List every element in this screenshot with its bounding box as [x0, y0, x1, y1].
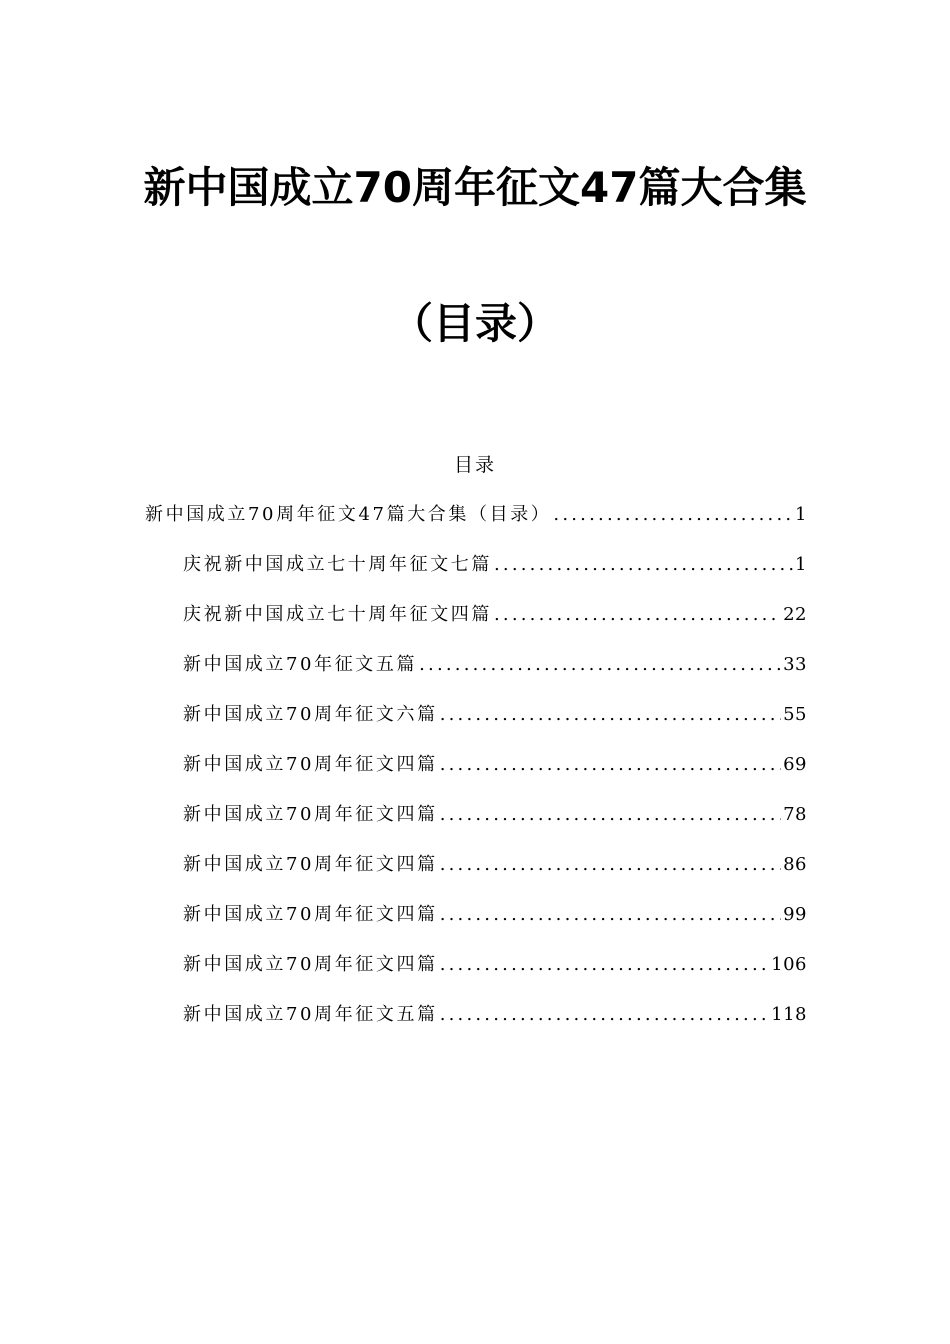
toc-entry-label: 新中国成立70年征文五篇	[183, 654, 418, 675]
toc-entry-page-number: 1	[795, 554, 807, 575]
toc-dot-leader	[494, 600, 781, 630]
toc-entry-page-number: 33	[783, 654, 807, 675]
toc-entry[interactable]	[145, 650, 807, 700]
toc-dot-leader	[553, 500, 793, 530]
toc-entry-page-number: 86	[783, 854, 807, 875]
toc-dot-leader	[440, 800, 781, 830]
toc-entry-label: 新中国成立70周年征文四篇	[183, 754, 438, 775]
toc-entry-page-number: 69	[783, 754, 807, 775]
toc-entry-page-number: 22	[783, 604, 807, 625]
toc-dot-leader	[440, 750, 781, 780]
toc-entry[interactable]	[145, 600, 807, 650]
toc-entry-page-number: 55	[783, 704, 807, 725]
toc-entry[interactable]	[145, 800, 807, 850]
toc-heading: 目录	[453, 454, 496, 476]
toc-dot-leader	[494, 550, 793, 580]
toc-entry-label: 新中国成立70周年征文47篇大合集（目录）	[145, 504, 552, 525]
toc-entry[interactable]	[145, 550, 807, 600]
document-title: 新中国成立70周年征文47篇大合集	[143, 163, 807, 212]
toc-entry[interactable]	[145, 850, 807, 900]
toc-entry-label: 新中国成立70周年征文四篇	[183, 854, 438, 875]
toc-entry[interactable]	[145, 900, 807, 950]
toc-dot-leader	[440, 900, 781, 930]
toc-dot-leader	[440, 1000, 769, 1030]
toc-dot-leader	[440, 950, 769, 980]
document-subtitle: （目录）	[390, 299, 559, 348]
toc-entry-label: 新中国成立70周年征文六篇	[183, 704, 438, 725]
toc-entry[interactable]	[145, 700, 807, 750]
toc-dot-leader	[440, 850, 781, 880]
toc-entry-label: 庆祝新中国成立七十周年征文七篇	[183, 554, 492, 575]
toc-entry[interactable]	[145, 750, 807, 800]
toc-entry-page-number: 78	[783, 804, 807, 825]
toc-entry-page-number: 1	[795, 504, 807, 525]
table-of-contents	[145, 500, 807, 1050]
toc-entry[interactable]	[145, 500, 807, 550]
toc-entry-label: 庆祝新中国成立七十周年征文四篇	[183, 604, 492, 625]
toc-dot-leader	[419, 650, 781, 680]
toc-entry-page-number: 118	[771, 1004, 807, 1025]
toc-dot-leader	[440, 700, 781, 730]
toc-entry[interactable]	[145, 950, 807, 1000]
toc-entry-label: 新中国成立70周年征文四篇	[183, 804, 438, 825]
toc-entry-page-number: 99	[783, 904, 807, 925]
toc-entry[interactable]	[145, 1000, 807, 1050]
toc-entry-label: 新中国成立70周年征文四篇	[183, 954, 438, 975]
toc-entry-label: 新中国成立70周年征文四篇	[183, 904, 438, 925]
toc-entry-label: 新中国成立70周年征文五篇	[183, 1004, 438, 1025]
toc-entry-page-number: 106	[771, 954, 807, 975]
